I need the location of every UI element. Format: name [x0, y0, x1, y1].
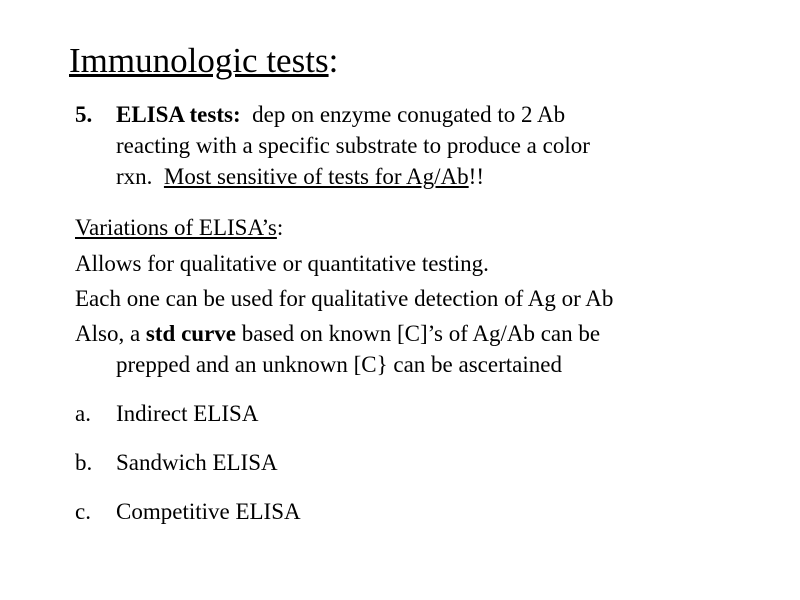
list-item-a	[75, 398, 775, 429]
title-colon: :	[328, 41, 339, 80]
variations-heading-text: Variations of ELISA’s	[75, 215, 277, 240]
item-line-3	[116, 161, 775, 192]
variations-heading	[75, 212, 775, 243]
title-text: Immunologic tests	[69, 41, 329, 80]
variations-heading-colon: :	[276, 215, 284, 240]
list-marker: b.	[75, 450, 93, 475]
exclaim-text: !!	[468, 164, 484, 189]
list-item-text: Competitive ELISA	[116, 499, 301, 524]
std-curve-rest: based on known [C]’s of Ag/Ab can be	[241, 321, 601, 346]
qualitative-line: Allows for qualitative or quantitative testing.	[75, 251, 489, 276]
list-item-c	[75, 496, 775, 527]
std-curve-line-1	[75, 318, 775, 349]
item-number: 5.	[75, 102, 93, 127]
item-body	[116, 99, 775, 192]
item-line-1	[116, 99, 775, 130]
slide-title	[69, 40, 338, 82]
std-curve-line-2: prepped and an unknown [C} can be ascertained	[116, 352, 562, 377]
list-item-text: Sandwich ELISA	[116, 450, 278, 475]
also-start: Also, a	[75, 321, 141, 346]
numbered-item-5	[75, 99, 775, 192]
list-marker: a.	[75, 401, 91, 426]
elisa-desc-start: dep on enzyme conugated to 2 Ab	[252, 102, 566, 127]
list-marker: c.	[75, 499, 91, 524]
item-line-2: reacting with a specific substrate to produce a color	[116, 133, 590, 158]
std-curve-paragraph	[75, 318, 775, 380]
most-sensitive-text: Most sensitive of tests for Ag/Ab	[163, 164, 469, 189]
each-one-line: Each one can be used for qualitative detection of Ag or Ab	[75, 286, 614, 311]
elisa-label: ELISA tests:	[116, 102, 241, 127]
list-item-b	[75, 447, 775, 478]
list-item-text: Indirect ELISA	[116, 401, 259, 426]
std-curve-text: std curve	[145, 321, 236, 346]
rxn-text: rxn.	[116, 164, 153, 189]
